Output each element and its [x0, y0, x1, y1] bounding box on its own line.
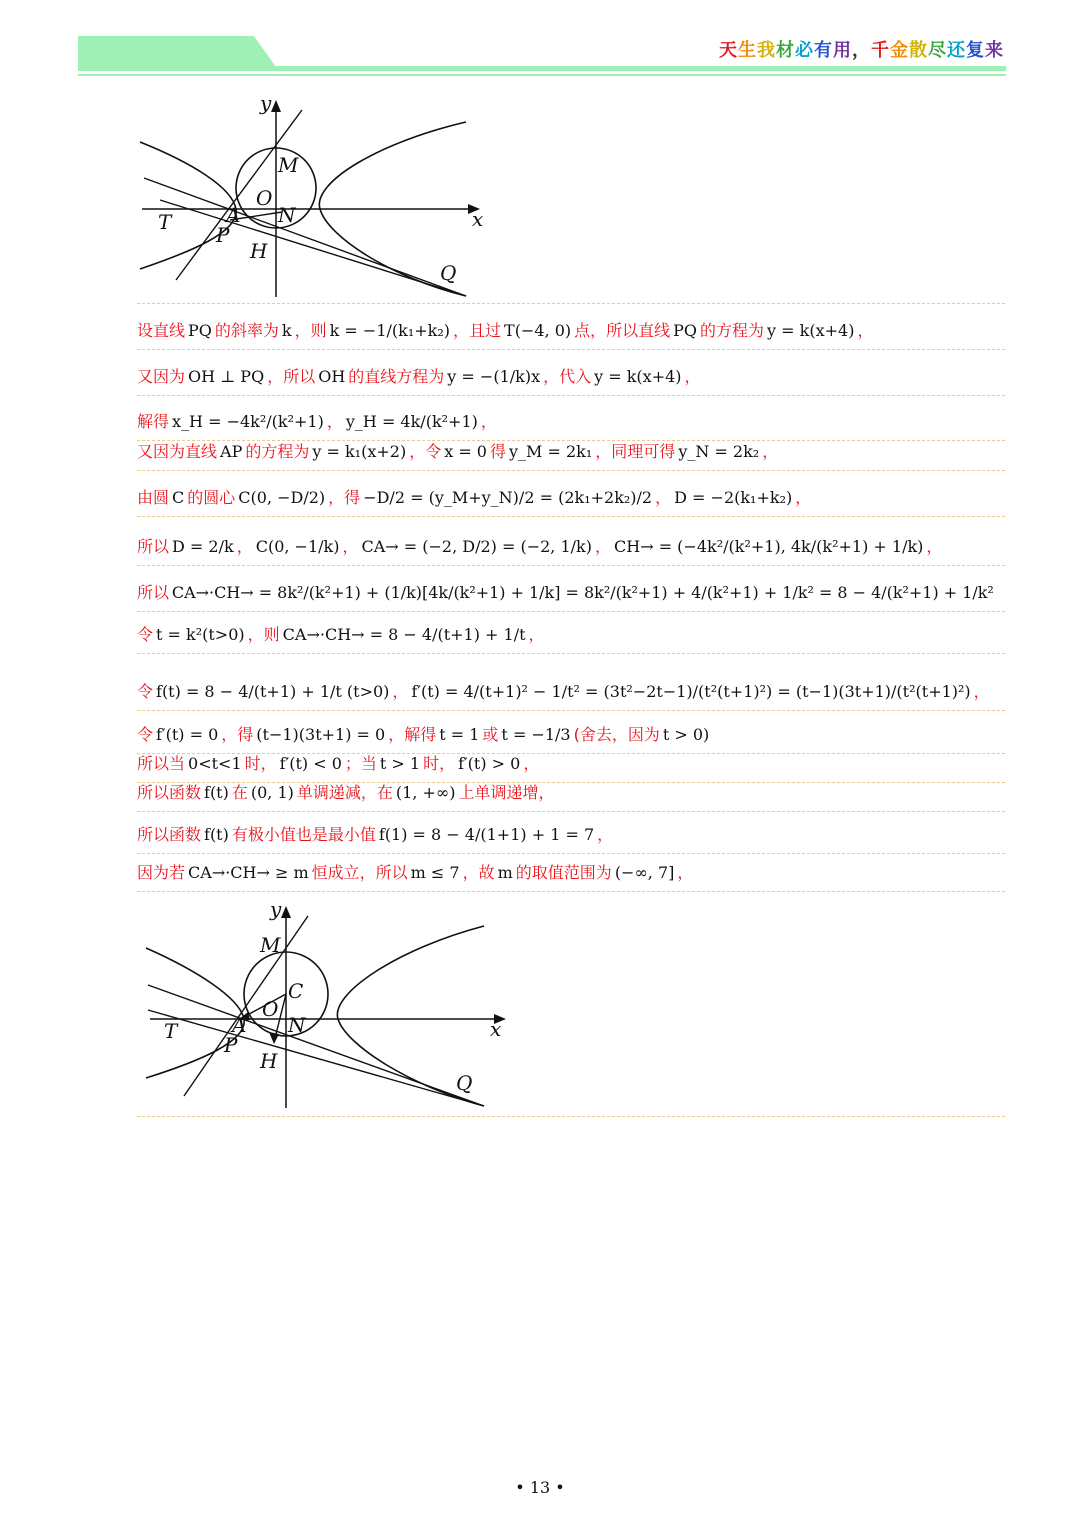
fig1-label-y: y: [260, 91, 272, 115]
fig2-label-y: y: [270, 897, 282, 921]
solution-line: [137, 782, 1005, 812]
chinese-text: 有极小值也是最小值: [231, 825, 376, 844]
chinese-text: 所以: [137, 583, 169, 602]
fig1-label-t: T: [158, 210, 172, 234]
chinese-text: ，令: [409, 442, 442, 461]
solution-line: [137, 349, 1005, 396]
chinese-text: 又因为直线: [137, 442, 218, 461]
solution-line: [137, 440, 1005, 471]
math-expression: x = 0: [444, 442, 487, 461]
solution-line: [137, 395, 1005, 441]
math-expression: D = 2/k: [172, 537, 234, 556]
chinese-text: 的圆心: [187, 488, 236, 507]
math-expression: t = k²(t>0): [156, 625, 245, 644]
rule-bottom: [137, 1116, 1005, 1117]
math-expression: y = −(1/k)x: [447, 367, 541, 386]
chinese-text: ，: [684, 367, 701, 386]
motto-char: 复: [966, 40, 985, 61]
chinese-text: ，: [528, 625, 545, 644]
math-expression: t > 1: [379, 754, 421, 773]
math-expression: t = 1: [439, 725, 480, 744]
chinese-text: ，: [392, 682, 409, 701]
math-expression: AP: [220, 442, 243, 461]
fig1-label-q: Q: [440, 261, 457, 285]
fig2-label-p: P: [224, 1033, 238, 1057]
chinese-text: 所以函数: [137, 783, 202, 802]
math-expression: C(0, −D/2): [238, 488, 326, 507]
solution-line: [137, 653, 1005, 711]
chinese-text: ，: [326, 412, 343, 431]
fig1-label-p: P: [216, 223, 230, 247]
chinese-text: 令: [137, 682, 154, 701]
math-expression: f(t): [204, 825, 229, 844]
math-expression: (t−1)(3t+1) = 0: [256, 725, 386, 744]
chinese-text: 令: [137, 625, 154, 644]
chinese-text: 的直线方程为: [348, 367, 445, 386]
solution-line: [137, 303, 1005, 350]
fig1-label-h: H: [250, 239, 268, 263]
chinese-text: ，得: [221, 725, 254, 744]
math-expression: k = −1/(k₁+k₂): [329, 321, 450, 340]
chinese-text: ，: [655, 488, 672, 507]
math-expression: f′(t) = 4/(t+1)² − 1/t² = (3t²−2t−1)/(t²(t+1)²) = (t−1)(3t+1)/(t²(t+1)²): [411, 682, 971, 701]
chinese-text: ，: [523, 754, 540, 773]
chinese-text: ，: [973, 682, 990, 701]
math-expression: x_H = −4k²/(k²+1): [172, 412, 324, 431]
motto-char: 千: [871, 40, 890, 61]
chinese-text: 设直线: [137, 321, 186, 340]
motto-char: 来: [985, 40, 1004, 61]
chinese-text: ，: [926, 537, 943, 556]
math-expression: OH ⊥ PQ: [188, 367, 265, 386]
math-expression: f′(t) < 0: [279, 754, 342, 773]
math-expression: y_H = 4k/(k²+1): [345, 412, 478, 431]
fig2-label-a: A: [232, 1013, 247, 1037]
math-expression: CA→·CH→ = 8 − 4/(t+1) + 1/t: [282, 625, 526, 644]
chinese-text: 恒成立，所以: [311, 863, 408, 882]
motto-char: 金: [890, 40, 909, 61]
math-expression: −D/2 = (y_M+y_N)/2 = (2k₁+2k₂)/2: [363, 488, 653, 507]
motto-char: 生: [738, 40, 757, 61]
chinese-text: 的方程为: [700, 321, 765, 340]
chinese-text: 的方程为: [245, 442, 310, 461]
chinese-text: ，代入: [543, 367, 592, 386]
chinese-text: ，: [795, 488, 812, 507]
motto-char: 有: [814, 40, 833, 61]
math-expression: 0<t<1: [188, 754, 242, 773]
solution-line: [137, 470, 1005, 517]
chinese-text: ，: [594, 537, 611, 556]
fig2-label-n: N: [288, 1013, 306, 1037]
fig2-label-x: x: [490, 1017, 502, 1041]
math-expression: y = k(x+4): [767, 321, 855, 340]
header-rule-thin: [78, 74, 1006, 76]
math-expression: C: [172, 488, 185, 507]
math-expression: (−∞, 7]: [614, 863, 675, 882]
chinese-text: 令: [137, 725, 154, 744]
math-expression: f(1) = 8 − 4/(1+1) + 1 = 7: [378, 825, 595, 844]
chinese-text: ，同理可得: [595, 442, 676, 461]
math-expression: CH→ = (−4k²/(k²+1), 4k/(k²+1) + 1/k): [614, 537, 924, 556]
solution-line: [137, 710, 1005, 754]
chinese-text: 得: [489, 442, 506, 461]
math-expression: C(0, −1/k): [255, 537, 340, 556]
chinese-text: 所以: [137, 537, 170, 556]
chinese-text: 又因为: [137, 367, 186, 386]
fig1-label-n: N: [278, 203, 296, 227]
math-expression: y = k₁(x+2): [312, 442, 407, 461]
math-expression: CA→·CH→ ≥ m: [188, 863, 309, 882]
chinese-text: 在: [231, 783, 248, 802]
fig1-label-m: M: [278, 153, 299, 177]
chinese-text: ，: [236, 537, 253, 556]
chinese-text: ，所以: [267, 367, 316, 386]
chinese-text: 的取值范围为: [515, 863, 612, 882]
math-expression: y = k(x+4): [594, 367, 682, 386]
motto-char: ，: [852, 40, 871, 61]
math-expression: y_M = 2k₁: [509, 442, 593, 461]
fig2-label-q: Q: [456, 1071, 473, 1095]
math-expression: m ≤ 7: [410, 863, 460, 882]
chinese-text: ，: [480, 412, 497, 431]
math-expression: f(t): [204, 783, 229, 802]
figure-2-hyperbola-diagram: [140, 898, 510, 1113]
chinese-text: 所以当: [137, 754, 186, 773]
chinese-text: ；当: [344, 754, 377, 773]
math-expression: f′(t) = 0: [156, 725, 219, 744]
math-expression: (1, +∞): [395, 783, 456, 802]
chinese-text: 所以函数: [137, 825, 202, 844]
motto-char: 散: [909, 40, 928, 61]
page-number: • 13 •: [515, 1478, 565, 1497]
solution-line: [137, 611, 1005, 654]
math-expression: t = −1/3: [501, 725, 571, 744]
fig1-label-x: x: [472, 207, 484, 231]
header-motto: [719, 36, 1004, 62]
chinese-text: 点，所以直线: [574, 321, 671, 340]
solution-line: [137, 565, 1005, 612]
fig2-label-m: M: [260, 933, 281, 957]
math-expression: t > 0): [662, 725, 710, 744]
fig2-label-o: O: [262, 997, 279, 1021]
chinese-text: 的斜率为: [214, 321, 279, 340]
chinese-text: 因为若: [137, 863, 186, 882]
motto-char: 天: [719, 40, 738, 61]
math-expression: (0, 1): [250, 783, 294, 802]
chinese-text: ，得: [328, 488, 361, 507]
fig2-label-h: H: [260, 1049, 278, 1073]
chinese-text: ，故: [462, 863, 495, 882]
solution-line: [137, 753, 1005, 783]
motto-char: 必: [795, 40, 814, 61]
chinese-text: 单调递减，在: [296, 783, 393, 802]
math-expression: y_N = 2k₂: [678, 442, 760, 461]
chinese-text: 或: [482, 725, 499, 744]
math-expression: k: [281, 321, 292, 340]
chinese-text: ，则: [247, 625, 280, 644]
chinese-text: ，: [677, 863, 694, 882]
math-expression: PQ: [673, 321, 698, 340]
chinese-text: ，则: [294, 321, 327, 340]
chinese-text: ，: [857, 321, 874, 340]
math-expression: CA→·CH→ = 8k²/(k²+1) + (1/k)[4k/(k²+1) + 1/k] = 8k²/(k²+1) + 4/(k²+1) + 1/k² = 8 − 4/(k²+1) + 1/k²: [171, 583, 994, 602]
solution-line: [137, 516, 1005, 566]
fig1-label-a: A: [226, 203, 241, 227]
fig2-label-c: C: [288, 979, 304, 1003]
math-expression: f(t) = 8 − 4/(t+1) + 1/t (t>0): [156, 682, 390, 701]
chinese-text: ，且过: [453, 321, 502, 340]
chinese-text: ，解得: [388, 725, 437, 744]
motto-char: 还: [947, 40, 966, 61]
math-expression: OH: [318, 367, 346, 386]
math-expression: PQ: [188, 321, 212, 340]
solution-line: [137, 811, 1005, 854]
header-rule: [78, 66, 1006, 71]
chinese-text: ，: [342, 537, 359, 556]
fig1-label-o: O: [256, 186, 273, 210]
math-expression: T(−4, 0): [504, 321, 572, 340]
figure-1-hyperbola-diagram: [130, 91, 484, 302]
chinese-text: 时，: [423, 754, 456, 773]
math-expression: CA→ = (−2, D/2) = (−2, 1/k): [361, 537, 592, 556]
chinese-text: ，: [597, 825, 614, 844]
chinese-text: 由圆: [137, 488, 170, 507]
motto-char: 尽: [928, 40, 947, 61]
motto-char: 用: [833, 40, 852, 61]
math-expression: D = −2(k₁+k₂): [674, 488, 793, 507]
solution-line: [137, 853, 1005, 892]
math-expression: f′(t) > 0: [458, 754, 521, 773]
chinese-text: 时，: [244, 754, 277, 773]
motto-char: 材: [776, 40, 795, 61]
chinese-text: (舍去，因为: [573, 725, 660, 744]
motto-char: 我: [757, 40, 776, 61]
header-tab: [78, 36, 278, 70]
math-expression: m: [497, 863, 513, 882]
chinese-text: 解得: [137, 412, 170, 431]
chinese-text: 上单调递增，: [458, 783, 555, 802]
fig2-label-t: T: [164, 1019, 178, 1043]
chinese-text: ，: [762, 442, 779, 461]
